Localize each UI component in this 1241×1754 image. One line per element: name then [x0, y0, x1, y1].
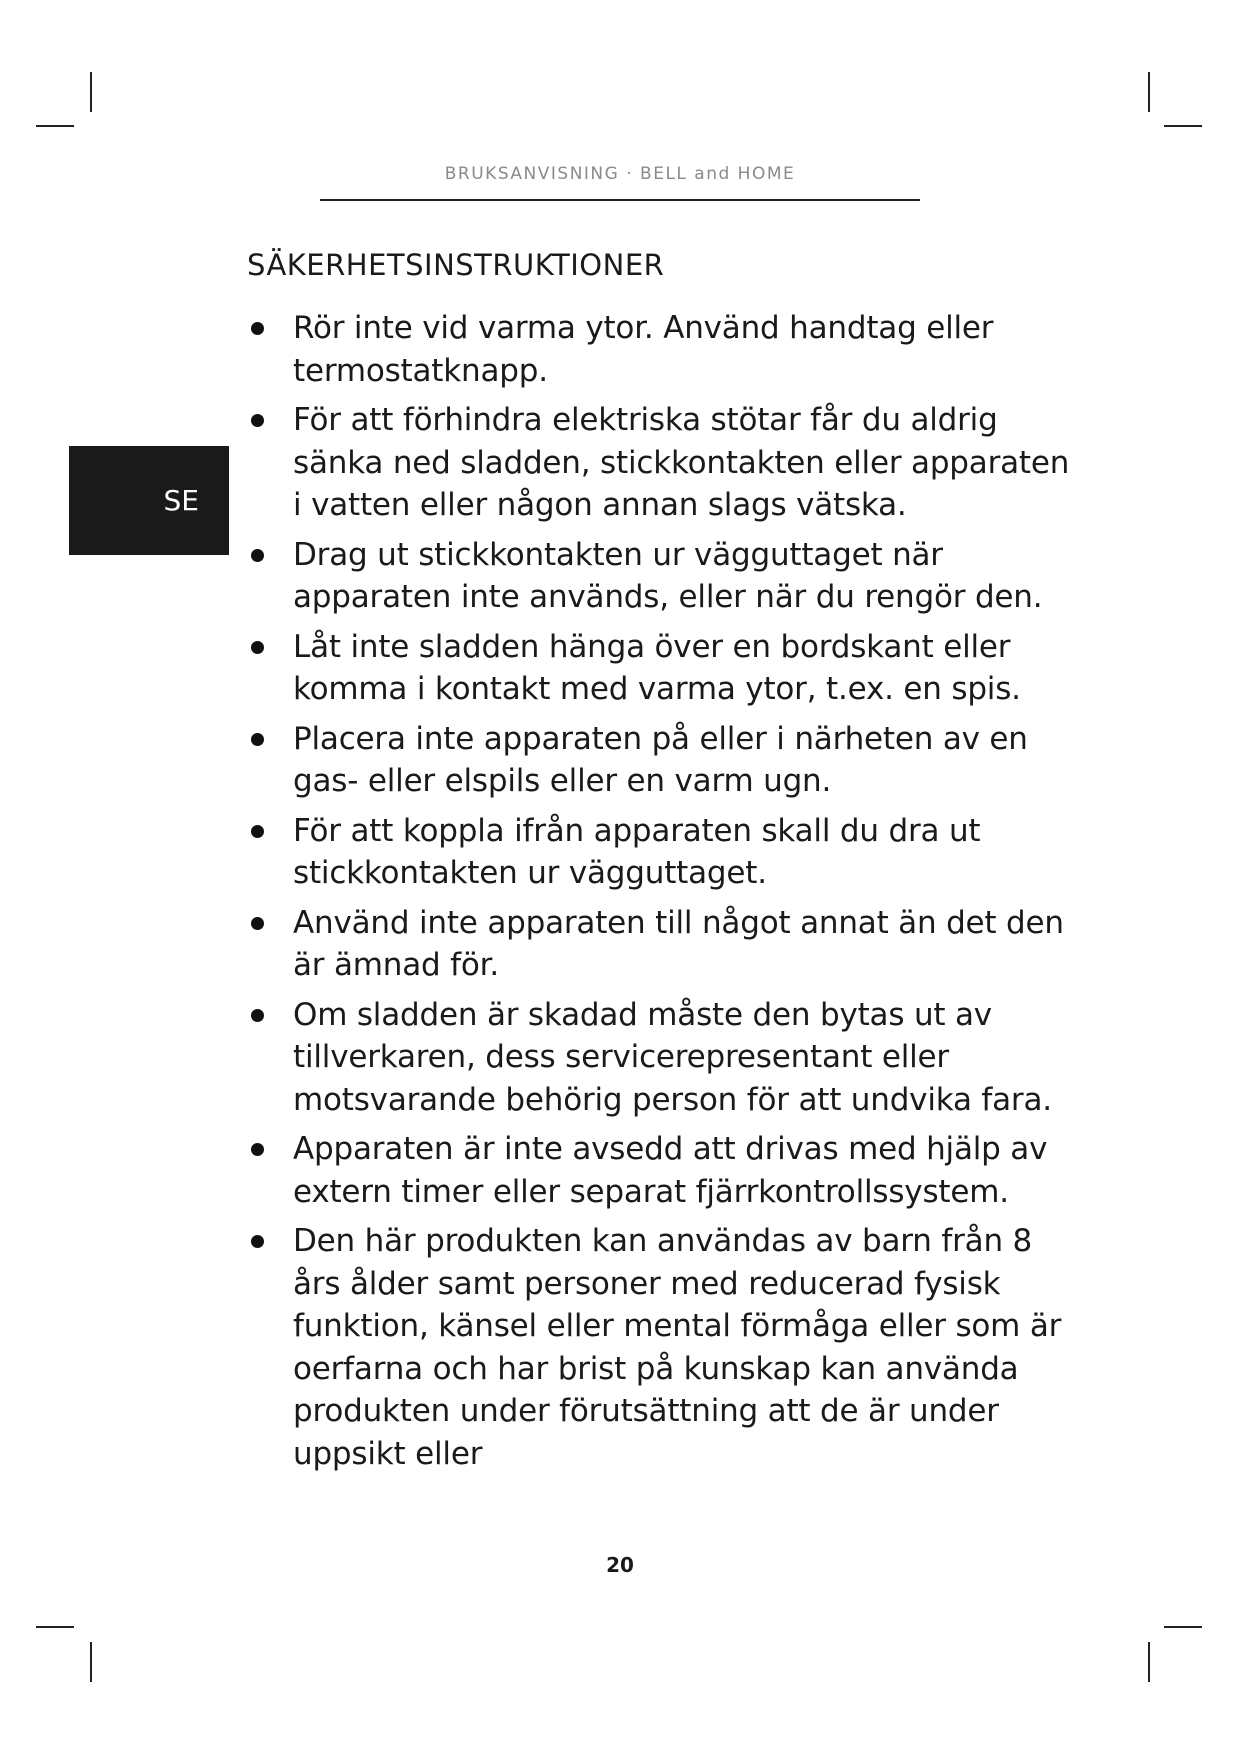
- list-item-text: Drag ut stickkontakten ur vägguttaget när apparaten inte används, eller när du rengör den.: [293, 536, 1043, 615]
- crop-mark-top-left-horizontal: [36, 125, 74, 127]
- safety-instruction-list: [248, 307, 1078, 1482]
- bullet-icon: [251, 414, 264, 427]
- bullet-icon: [251, 1143, 264, 1156]
- crop-mark-bottom-left-vertical: [90, 1642, 92, 1682]
- list-item-text: Apparaten är inte avsedd att drivas med hjälp av extern timer eller separat fjärrkontrollssystem.: [293, 1131, 1048, 1210]
- language-tab-label: SE: [163, 484, 199, 517]
- crop-mark-bottom-left-horizontal: [36, 1626, 74, 1628]
- list-item-text: Placera inte apparaten på eller i närheten av en gas- eller elspils eller en varm ugn.: [293, 720, 1028, 799]
- bullet-icon: [251, 1235, 264, 1248]
- list-item: [248, 1128, 1078, 1213]
- list-item-text: Låt inte sladden hänga över en bordskant eller komma i kontakt med varma ytor, t.ex. en spis.: [293, 628, 1021, 707]
- bullet-icon: [251, 549, 264, 562]
- bullet-icon: [251, 825, 264, 838]
- header-rule: [320, 199, 920, 201]
- bullet-icon: [251, 733, 264, 746]
- bullet-icon: [251, 917, 264, 930]
- list-item: [248, 994, 1078, 1122]
- list-item-text: Använd inte apparaten till något annat än det den är ämnad för.: [293, 904, 1064, 983]
- crop-mark-top-left-vertical: [90, 72, 92, 112]
- crop-mark-top-right-horizontal: [1164, 125, 1202, 127]
- bullet-icon: [251, 1009, 264, 1022]
- list-item: [248, 307, 1078, 392]
- running-header: BRUKSANVISNING · BELL and HOME: [444, 164, 796, 184]
- list-item-text: För att koppla ifrån apparaten skall du dra ut stickkontakten ur vägguttaget.: [293, 812, 981, 891]
- language-tab: [69, 446, 229, 555]
- section-title: SÄKERHETSINSTRUKTIONER: [247, 248, 665, 282]
- list-item-text: Om sladden är skadad måste den bytas ut av tillverkaren, dess servicerepresentant eller motsvarande behörig person för att undvika fara.: [293, 996, 1052, 1118]
- bullet-icon: [251, 641, 264, 654]
- bullet-icon: [251, 322, 264, 335]
- list-item: [248, 718, 1078, 803]
- page-number: 20: [606, 1553, 634, 1577]
- list-item: [248, 534, 1078, 619]
- list-item: [248, 1220, 1078, 1475]
- list-item-text: Rör inte vid varma ytor. Använd handtag eller termostatknapp.: [293, 310, 994, 389]
- crop-mark-bottom-right-vertical: [1148, 1642, 1150, 1682]
- list-item: [248, 902, 1078, 987]
- crop-mark-top-right-vertical: [1148, 72, 1150, 112]
- crop-mark-bottom-right-horizontal: [1164, 1626, 1202, 1628]
- list-item-text: Den här produkten kan användas av barn från 8 års ålder samt personer med reducerad fysisk funktion, känsel eller mental förmåga eller som är oerfarna och har brist på kunskap kan använda produkten under förutsättning att de är under uppsikt eller: [293, 1223, 1062, 1472]
- list-item: [248, 810, 1078, 895]
- list-item: [248, 399, 1078, 527]
- list-item-text: För att förhindra elektriska stötar får du aldrig sänka ned sladden, stickkontakten eller apparaten i vatten eller någon annan slags vätska.: [293, 402, 1070, 523]
- list-item: [248, 626, 1078, 711]
